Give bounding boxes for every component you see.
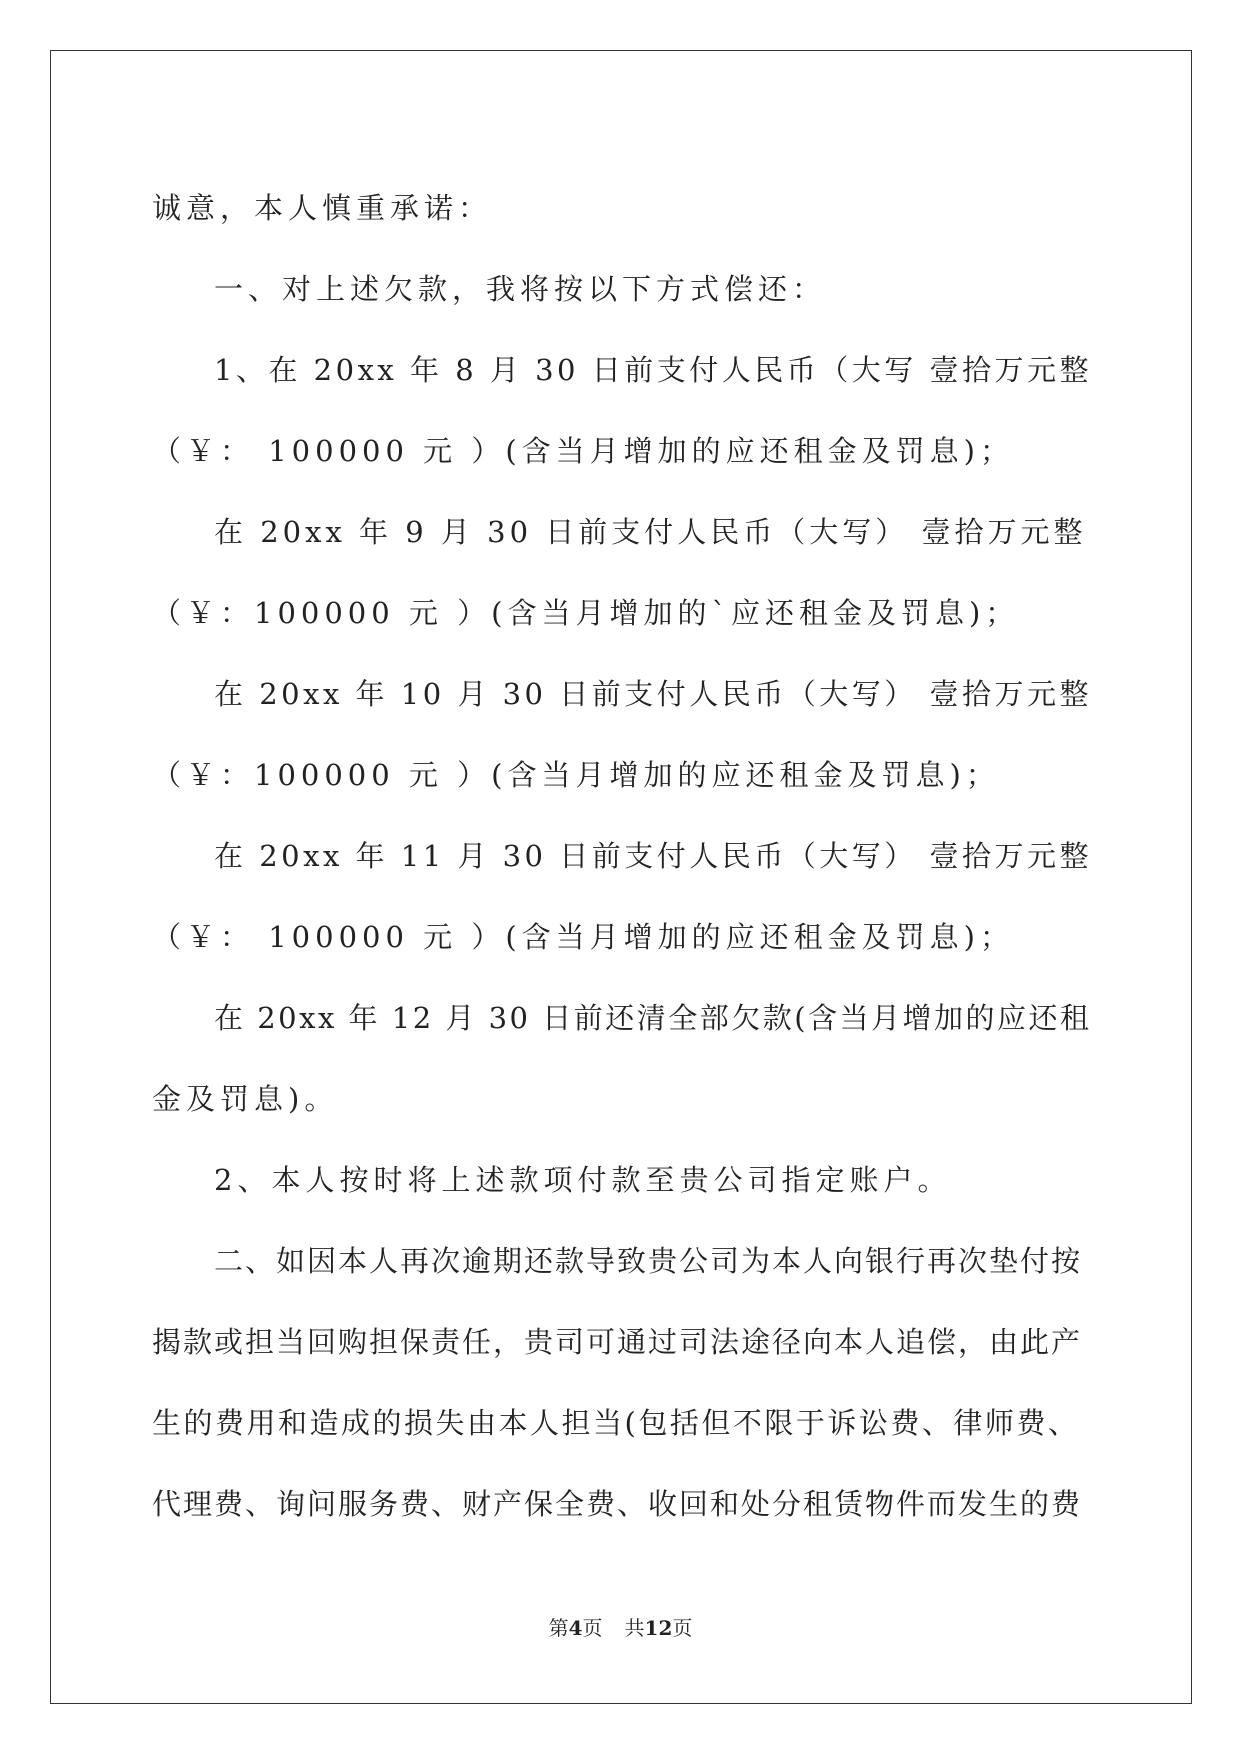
text-line: （￥：100000 元 ）(含当月增加的应还租金及罚息)；: [152, 758, 1000, 792]
text-line: 在 20xx 年 11 月 30 日前支付人民币（大写） 壹拾万元整: [214, 839, 1092, 873]
page-prefix: 第: [548, 1616, 569, 1640]
text-line: （￥：100000 元 ）(含当月增加的`应还租金及罚息)；: [152, 596, 1020, 630]
text-line: 1、在 20xx 年 8 月 30 日前支付人民币（大写 壹拾万元整: [214, 353, 1092, 387]
text-line: 在 20xx 年 12 月 30 日前还清全部欠款(含当月增加的应还租: [214, 1001, 1092, 1035]
page-suffix: 页: [582, 1616, 603, 1640]
text-line: 一、对上述欠款，我将按以下方式偿还：: [214, 272, 827, 306]
page-current: 4: [568, 1616, 583, 1640]
text-line: 生的费用和造成的损失由本人担当(包括但不限于诉讼费、律师费、: [152, 1406, 1080, 1440]
document-body: [152, 168, 1092, 1545]
text-line: （￥： 100000 元 ）(含当月增加的应还租金及罚息)；: [152, 920, 1014, 954]
page-total: 12: [644, 1616, 673, 1640]
text-line: 二、如因本人再次逾期还款导致贵公司为本人向银行再次垫付按: [214, 1244, 1083, 1278]
text-line: 在 20xx 年 10 月 30 日前支付人民币（大写） 壹拾万元整: [214, 677, 1092, 711]
page-footer: [0, 1612, 1241, 1641]
text-line: 金及罚息)。: [152, 1082, 339, 1116]
text-line: （￥： 100000 元 ）(含当月增加的应还租金及罚息)；: [152, 434, 1014, 468]
total-suffix: 页: [672, 1616, 693, 1640]
text-line: 2、本人按时将上述款项付款至贵公司指定账户。: [214, 1163, 952, 1197]
text-line: 代理费、询问服务费、财产保全费、收回和处分租赁物件而发生的费: [152, 1487, 1083, 1521]
text-line: 揭款或担当回购担保责任，贵司可通过司法途径向本人追偿，由此产: [152, 1325, 1083, 1359]
total-prefix: 共: [624, 1616, 645, 1640]
text-line: 在 20xx 年 9 月 30 日前支付人民币（大写） 壹拾万元整: [214, 515, 1087, 549]
text-line: 诚意，本人慎重承诺：: [152, 191, 493, 225]
